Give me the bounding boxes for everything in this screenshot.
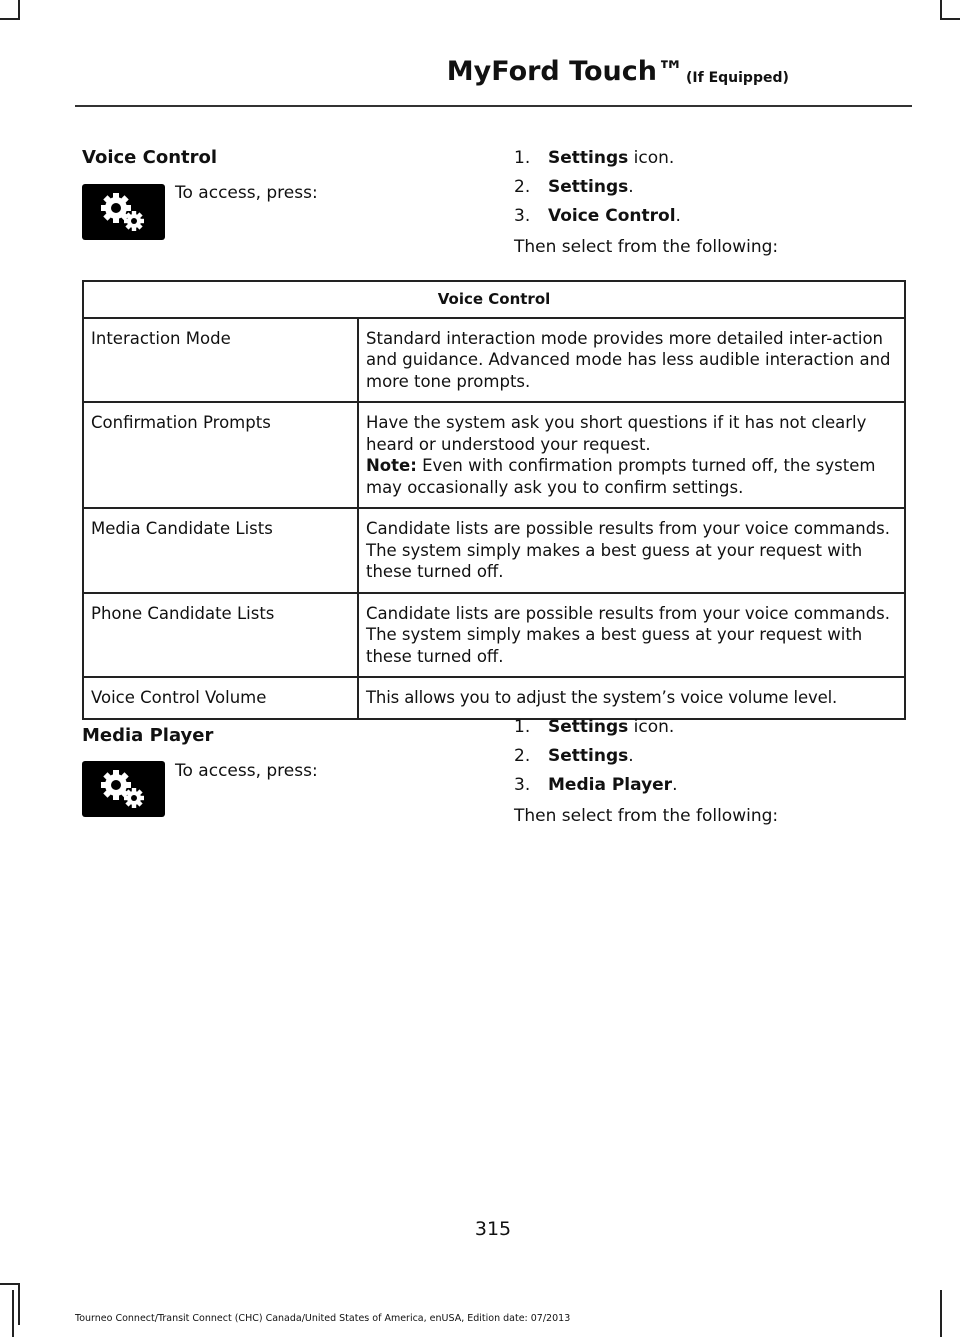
crop-mark: [0, 1283, 20, 1285]
setting-description: Candidate lists are possible results from your voice commands. The system simply makes a best guess at your request with these turned off.: [358, 593, 905, 678]
settings-gears-icon: [82, 184, 165, 240]
crop-mark: [18, 1285, 20, 1325]
voice-control-table: [82, 280, 906, 720]
access-text: To access, press:: [175, 183, 318, 203]
table-row: [83, 402, 905, 508]
header-subtitle: (If Equipped): [686, 70, 789, 86]
setting-description: Standard interaction mode provides more detailed inter-action and guidance. Advanced mode has less audible interaction and more tone prompts.: [358, 318, 905, 403]
setting-name: Confirmation Prompts: [83, 402, 358, 508]
note-label: Note:: [366, 456, 417, 475]
setting-description: This allows you to adjust the system’s voice volume level.: [358, 677, 905, 719]
step-item: 1. Settings icon.: [514, 717, 675, 737]
then-select-text: Then select from the following:: [514, 237, 779, 257]
note-text: Even with confirmation prompts turned off, the system may occasionally ask you to confirm settings.: [366, 456, 876, 497]
table-row: [83, 677, 905, 719]
crop-mark: [940, 1290, 942, 1337]
setting-description: Candidate lists are possible results from your voice commands. The system simply makes a best guess at your request with these turned off.: [358, 508, 905, 593]
table-row: [83, 593, 905, 678]
table-header-row: [83, 281, 905, 318]
access-text: To access, press:: [175, 761, 318, 781]
crop-mark: [940, 18, 960, 20]
section-heading: Voice Control: [82, 147, 218, 168]
setting-name: Voice Control Volume: [83, 677, 358, 719]
table-row: [83, 318, 905, 403]
crop-mark: [12, 1290, 14, 1337]
footer-text: Tourneo Connect/Transit Connect (CHC) Canada/United States of America, enUSA, Edition date: 07/2013: [75, 1313, 571, 1324]
setting-name: Phone Candidate Lists: [83, 593, 358, 678]
step-item: 1. Settings icon.: [514, 148, 675, 168]
setting-name: Interaction Mode: [83, 318, 358, 403]
step-item: 3. Voice Control.: [514, 206, 681, 226]
header-rule: [75, 105, 912, 107]
crop-mark: [18, 0, 20, 18]
table-title: Voice Control: [83, 281, 905, 318]
step-item: 2. Settings.: [514, 177, 634, 197]
crop-mark: [940, 0, 942, 18]
step-item: 3. Media Player.: [514, 775, 678, 795]
page-number: 315: [474, 1218, 512, 1240]
step-item: 2. Settings.: [514, 746, 634, 766]
header-title: MyFord Touch™: [446, 56, 684, 87]
then-select-text: Then select from the following:: [514, 806, 779, 826]
setting-name: Media Candidate Lists: [83, 508, 358, 593]
section-heading: Media Player: [82, 725, 214, 746]
table-row: [83, 508, 905, 593]
setting-description: Have the system ask you short questions if it has not clearly heard or understood your request. Note: Even with confirmation prompts turned off, the system may occasionally ask you to confirm settings.: [358, 402, 905, 508]
settings-gears-icon: [82, 761, 165, 817]
crop-mark: [0, 18, 20, 20]
